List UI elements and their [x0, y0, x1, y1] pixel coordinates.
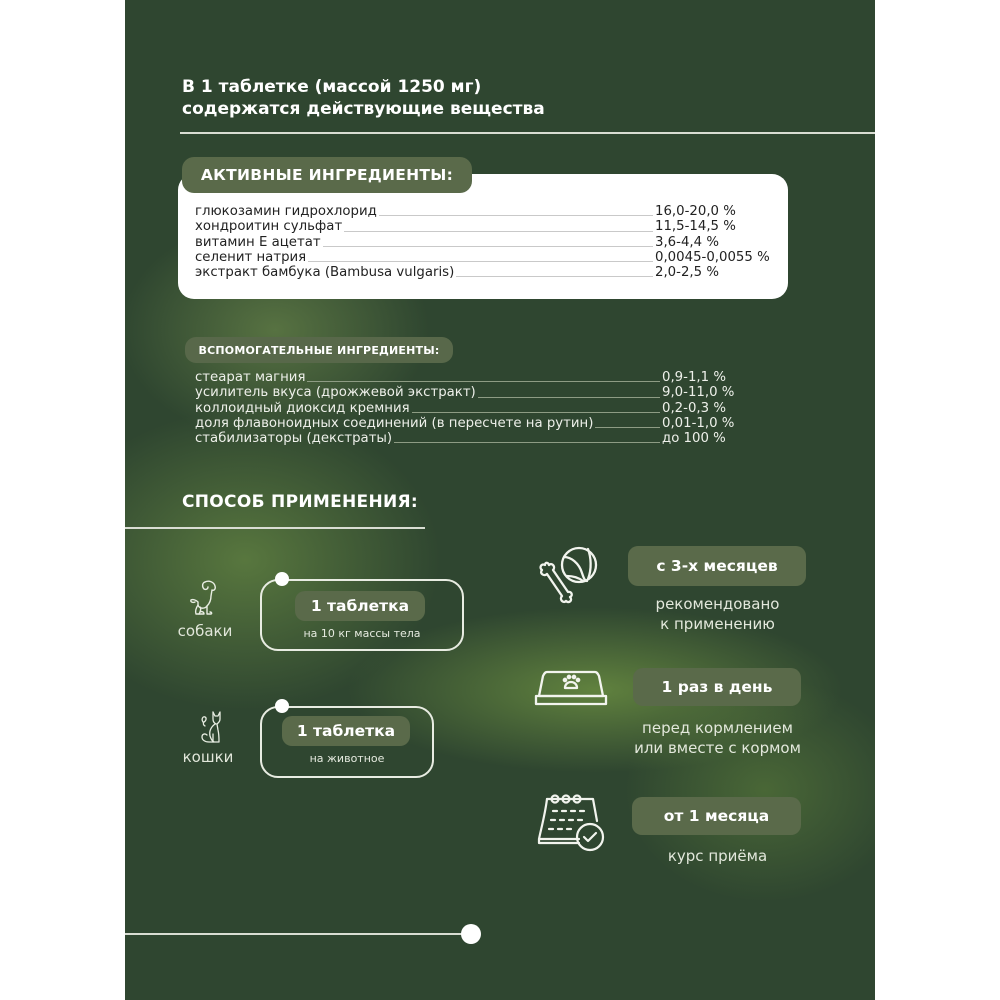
ingredient-name: стабилизаторы (декстраты)	[195, 431, 393, 447]
ingredient-name: усилитель вкуса (дрожжевой экстракт)	[195, 385, 476, 401]
bottom-divider	[125, 933, 465, 935]
frequency-note	[605, 718, 830, 758]
frequency-note-line-1: перед кормлением	[642, 719, 793, 737]
ingredient-value: 9,0-11,0 %	[662, 385, 735, 401]
frequency-note-line-2: или вместе с кормом	[634, 739, 801, 757]
ingredient-name: селенит натрия	[195, 249, 307, 265]
active-ingredients-list	[195, 204, 805, 280]
age-note-line-1: рекомендовано	[655, 595, 780, 613]
cats-dose-note: на животное	[309, 752, 385, 765]
calendar-check-icon	[535, 793, 607, 853]
auxiliary-ingredients-list	[195, 370, 740, 446]
ingredient-name: доля флавоноидных соединений (в пересчете на рутин)	[195, 415, 594, 431]
leader-line	[379, 215, 653, 216]
ingredient-row	[195, 370, 740, 385]
product-info-panel	[125, 0, 875, 1000]
ingredient-row	[195, 219, 805, 234]
ingredient-row	[195, 235, 805, 250]
age-badge: с 3-х месяцев	[628, 546, 806, 586]
cats-dose-badge: 1 таблетка	[282, 716, 410, 746]
composition-heading-line-2: содержатся действующие вещества	[182, 99, 545, 119]
auxiliary-ingredients-title: ВСПОМОГАТЕЛЬНЫЕ ИНГРЕДИЕНТЫ:	[185, 337, 453, 363]
dog-icon	[187, 578, 219, 618]
ingredient-value: 0,2-0,3 %	[662, 400, 726, 416]
ingredient-value: 3,6-4,4 %	[655, 234, 719, 250]
leader-line	[344, 231, 653, 232]
ingredient-value: 0,0045-0,0055 %	[655, 249, 770, 265]
ingredient-row	[195, 250, 805, 265]
usage-heading: СПОСОБ ПРИМЕНЕНИЯ:	[182, 492, 418, 512]
ingredient-row	[195, 385, 740, 400]
ingredient-value: 16,0-20,0 %	[655, 204, 736, 219]
leader-line	[323, 246, 653, 247]
ingredient-row	[195, 431, 740, 446]
ingredient-value: 0,01-1,0 %	[662, 415, 735, 431]
age-note-line-2: к применению	[660, 615, 775, 633]
ingredient-row	[195, 204, 805, 219]
composition-heading-line-1: В 1 таблетке (массой 1250 мг)	[182, 77, 482, 97]
ingredient-value: до 100 %	[662, 431, 726, 447]
course-note: курс приёма	[667, 847, 768, 865]
ingredient-name: глюкозамин гидрохлорид	[195, 204, 377, 219]
composition-heading	[182, 76, 545, 120]
age-note	[605, 594, 830, 634]
bone-ball-icon	[535, 543, 605, 613]
leader-line	[478, 397, 660, 398]
cats-label: кошки	[182, 748, 234, 766]
dogs-label: собаки	[177, 622, 233, 640]
cat-icon	[199, 710, 223, 744]
frequency-badge: 1 раз в день	[633, 668, 801, 706]
pet-bowl-icon	[533, 668, 609, 710]
ingredient-value: 11,5-14,5 %	[655, 219, 736, 235]
heading-divider	[180, 132, 875, 134]
dogs-dose-badge: 1 таблетка	[295, 591, 425, 621]
leader-line	[456, 276, 653, 277]
ingredient-name: коллоидный диоксид кремния	[195, 400, 410, 416]
dogs-dose-note: на 10 кг массы тела	[303, 627, 421, 640]
usage-divider	[125, 527, 425, 529]
leader-line	[412, 412, 660, 413]
leader-line	[307, 381, 660, 382]
ingredient-row	[195, 265, 805, 280]
ingredient-row	[195, 416, 740, 431]
leader-line	[595, 427, 660, 428]
leader-line	[394, 442, 660, 443]
active-ingredients-title: АКТИВНЫЕ ИНГРЕДИЕНТЫ:	[182, 157, 472, 193]
ingredient-name: хондроитин сульфат	[195, 219, 343, 235]
bottom-divider-marker	[461, 924, 481, 944]
dogs-dose-marker	[275, 572, 289, 586]
leader-line	[308, 261, 653, 262]
cats-dose-marker	[275, 699, 289, 713]
ingredient-name: стеарат магния	[195, 370, 306, 385]
ingredient-row	[195, 401, 740, 416]
ingredient-value: 2,0-2,5 %	[655, 265, 719, 281]
ingredient-name: витамин Е ацетат	[195, 234, 321, 250]
ingredient-value: 0,9-1,1 %	[662, 370, 726, 385]
ingredient-name: экстракт бамбука (Bambusa vulgaris)	[195, 265, 455, 281]
course-badge: от 1 месяца	[632, 797, 801, 835]
